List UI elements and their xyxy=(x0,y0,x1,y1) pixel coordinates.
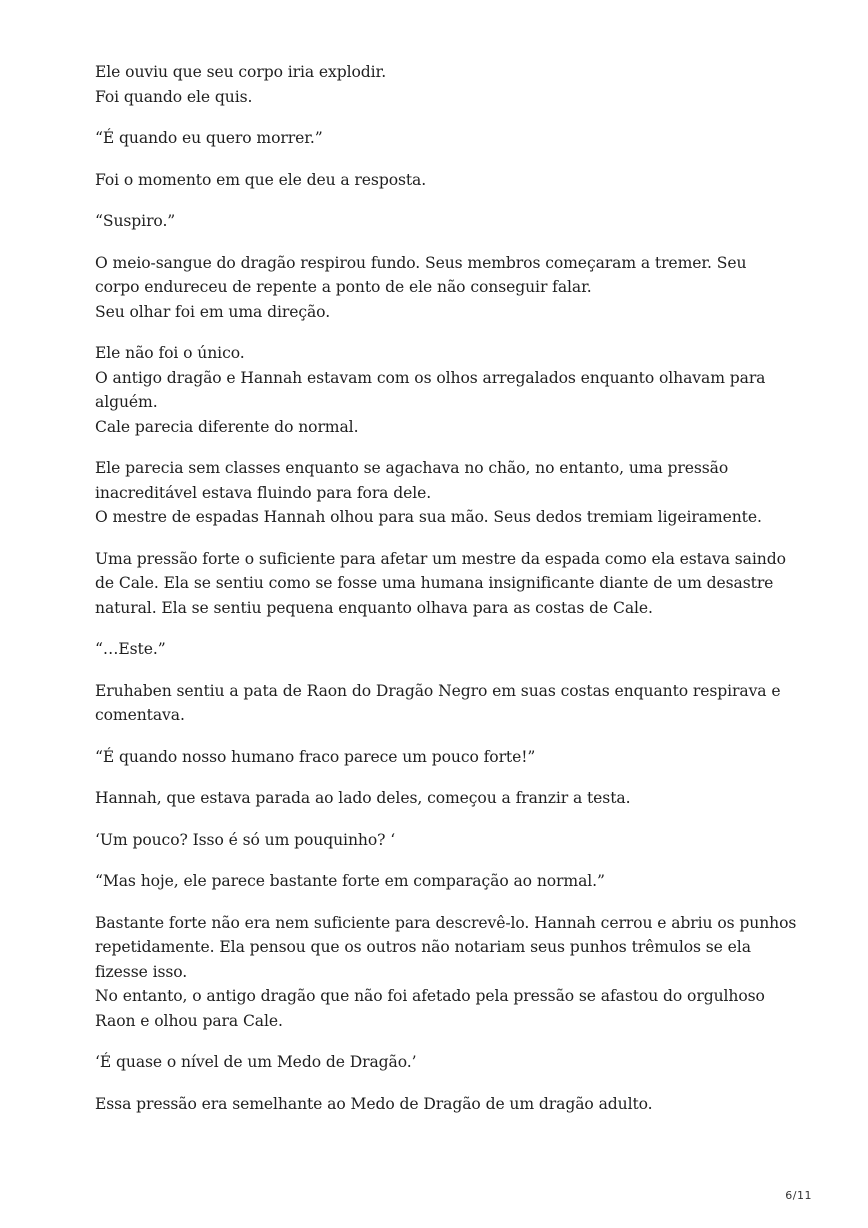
paragraph xyxy=(95,60,795,109)
text-line: Ele parecia sem classes enquanto se agachava no chão, no entanto, uma pressão xyxy=(95,459,729,477)
text-line: repetidamente. Ela pensou que os outros não notariam seus punhos trêmulos se ela xyxy=(95,938,751,956)
paragraph xyxy=(95,911,795,1034)
text-line: Bastante forte não era nem suficiente para descrevê-lo. Hannah cerrou e abriu os punhos xyxy=(95,913,797,932)
paragraph xyxy=(95,209,795,234)
text-line: “É quando nosso humano fraco parece um pouco forte!” xyxy=(95,747,536,766)
page-number: 6/11 xyxy=(785,1189,812,1202)
text-line: comentava. xyxy=(95,706,185,724)
document-body xyxy=(95,60,795,1116)
paragraph xyxy=(95,637,795,662)
document-page xyxy=(95,60,795,1133)
paragraph xyxy=(95,547,795,621)
paragraph xyxy=(95,168,795,193)
text-line: “Mas hoje, ele parece bastante forte em comparação ao normal.” xyxy=(95,872,605,890)
text-line: Foi quando ele quis. xyxy=(95,87,253,106)
text-line: Hannah, que estava parada ao lado deles, começou a franzir a testa. xyxy=(95,789,631,807)
paragraph xyxy=(95,126,795,151)
text-line: de Cale. Ela se sentiu como se fosse uma humana insignificante diante de um desastre xyxy=(95,574,774,592)
paragraph xyxy=(95,251,795,325)
text-line: fizesse isso. xyxy=(95,962,188,981)
paragraph xyxy=(95,869,795,894)
paragraph xyxy=(95,1050,795,1075)
text-line: “…Este.” xyxy=(95,640,166,658)
text-line: inacreditável estava fluindo para fora dele. xyxy=(95,483,432,502)
text-line: No entanto, o antigo dragão que não foi afetado pela pressão se afastou do orgulhoso xyxy=(95,987,765,1005)
text-line: Seu olhar foi em uma direção. xyxy=(95,302,331,321)
paragraph xyxy=(95,786,795,811)
text-line: natural. Ela se sentiu pequena enquanto olhava para as costas de Cale. xyxy=(95,598,653,617)
text-line: O mestre de espadas Hannah olhou para sua mão. Seus dedos tremiam ligeiramente. xyxy=(95,508,762,526)
text-line: Eruhaben sentiu a pata de Raon do Dragão Negro em suas costas enquanto respirava e xyxy=(95,681,781,700)
text-line: Uma pressão forte o suficiente para afetar um mestre da espada como ela estava saindo xyxy=(95,549,786,568)
paragraph xyxy=(95,828,795,853)
text-line: Raon e olhou para Cale. xyxy=(95,1011,283,1030)
paragraph xyxy=(95,456,795,530)
text-line: Cale parecia diferente do normal. xyxy=(95,417,359,436)
text-line: ‘É quase o nível de um Medo de Dragão.’ xyxy=(95,1053,417,1071)
text-line: Ele não foi o único. xyxy=(95,344,245,362)
text-line: Essa pressão era semelhante ao Medo de Dragão de um dragão adulto. xyxy=(95,1094,653,1113)
text-line: O antigo dragão e Hannah estavam com os olhos arregalados enquanto olhavam para xyxy=(95,368,766,387)
text-line: corpo endureceu de repente a ponto de ele não conseguir falar. xyxy=(95,278,592,296)
text-line: ‘Um pouco? Isso é só um pouquinho? ‘ xyxy=(95,830,396,849)
paragraph xyxy=(95,341,795,439)
paragraph xyxy=(95,1092,795,1117)
text-line: alguém. xyxy=(95,393,158,411)
paragraph xyxy=(95,679,795,728)
paragraph xyxy=(95,745,795,770)
text-line: Foi o momento em que ele deu a resposta. xyxy=(95,170,427,189)
text-line: Ele ouviu que seu corpo iria explodir. xyxy=(95,63,387,81)
text-line: “Suspiro.” xyxy=(95,212,176,230)
text-line: O meio-sangue do dragão respirou fundo. Seus membros começaram a tremer. Seu xyxy=(95,253,747,272)
text-line: “É quando eu quero morrer.” xyxy=(95,129,323,147)
